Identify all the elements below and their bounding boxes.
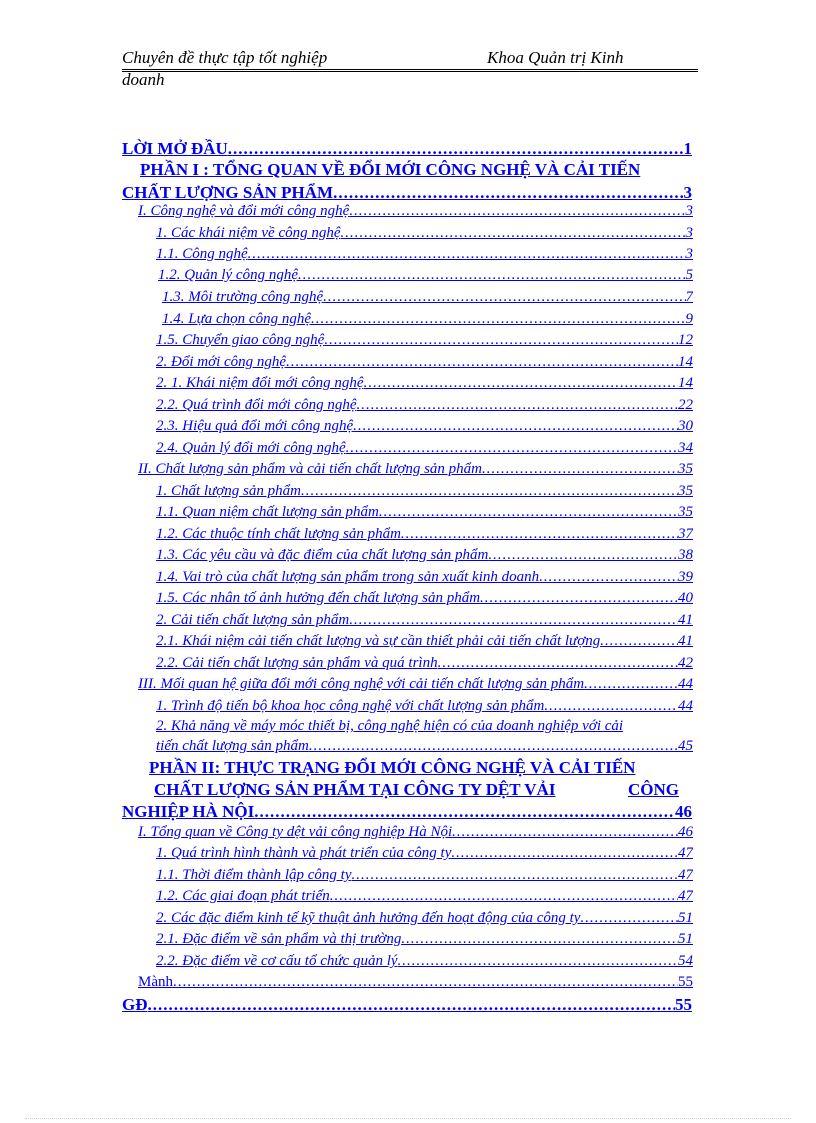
toc-entry[interactable]: 1.1. Công nghệ ..... 3	[156, 246, 693, 263]
toc-entry[interactable]: 1.2. Các giai đoạn phát triển ..... 47	[156, 888, 693, 905]
toc-entry[interactable]: 2. 1. Khái niệm đổi mới công nghệ ..... 14	[156, 375, 693, 392]
toc-entry[interactable]: 1.3. Môi trường công nghệ ..... 7	[162, 289, 693, 306]
header-rule	[122, 69, 698, 70]
toc-entry[interactable]: 2.2. Cải tiến chất lượng sản phẩm và quá trình ..... 42	[156, 655, 693, 672]
toc-entry[interactable]: 2.2. Quá trình đổi mới công nghệ ..... 22	[156, 397, 693, 414]
toc-entry[interactable]: 1. Chất lượng sản phẩm ..... 35	[156, 483, 693, 500]
toc-part2-line2[interactable]: CHẤT LƯỢNG SẢN PHẨM TẠI CÔNG TY DỆT VẢI	[154, 780, 556, 799]
toc-leader	[148, 995, 676, 1015]
toc-part1-line1[interactable]: PHẦN I : TỔNG QUAN VỀ ĐỔI MỚI CÔNG NGHỆ VÀ CẢI TIẾN	[140, 160, 641, 179]
toc-page: 55	[675, 995, 692, 1014]
toc-entry[interactable]: 1.3. Các yêu cầu và đặc điểm của chất lượng sản phẩm ..... 38	[156, 547, 693, 564]
toc-entry-part2[interactable]	[122, 802, 692, 822]
header-left: Chuyên đề thực tập tốt nghiệp	[122, 48, 328, 67]
toc-entry[interactable]: 1.4. Lựa chọn công nghệ ..... 9	[162, 311, 693, 328]
toc-entry[interactable]: I. Công nghệ và đổi mới công nghệ ..... 3	[138, 203, 693, 220]
toc-part2-line2b[interactable]: CÔNG	[628, 780, 679, 799]
toc-entry-wrap-line1[interactable]: 2. Khả năng về máy móc thiết bị, công nghệ hiện có của doanh nghiệp với cải	[156, 718, 624, 734]
toc-entry[interactable]: 2.1. Đặc điểm về sản phẩm và thị trường ..... 51	[156, 931, 693, 948]
toc-leader	[228, 139, 684, 159]
toc-entry[interactable]: 2. Cải tiến chất lượng sản phẩm ..... 41	[156, 612, 693, 629]
toc-entry[interactable]: 1.1. Thời điểm thành lập công ty ..... 47	[156, 867, 693, 884]
toc-entry[interactable]: 2. Các đặc điểm kinh tế kỹ thuật ảnh hưởng đến hoạt động của công ty ..... 51	[156, 910, 693, 927]
toc-entry[interactable]: 2.1. Khái niệm cải tiến chất lượng và sự cần thiết phải cải tiến chất lượng ..... 41	[156, 633, 693, 650]
toc-entry-part1[interactable]	[122, 183, 692, 203]
toc-title: CHẤT LƯỢNG SẢN PHẨM	[122, 183, 334, 202]
toc-title: GĐ	[122, 995, 148, 1014]
toc-entry[interactable]: 2. Đổi mới công nghệ ..... 14	[156, 354, 693, 371]
toc-entry[interactable]: II. Chất lượng sản phẩm và cải tiến chất lượng sản phẩm ..... 35	[138, 461, 693, 478]
toc-entry[interactable]: 1.2. Quản lý công nghệ ..... 5	[158, 267, 693, 284]
toc-entry[interactable]: 1. Trình độ tiến bộ khoa học công nghệ với chất lượng sản phẩm ..... 44	[156, 698, 693, 715]
toc-entry[interactable]: 1.2. Các thuộc tính chất lượng sản phẩm ..... 37	[156, 526, 693, 543]
header-right: Khoa Quản trị Kinh	[487, 48, 624, 67]
toc-entry[interactable]: 1.4. Vai trò của chất lượng sản phẩm trong sản xuất kinh doanh ..... 39	[156, 569, 693, 586]
toc-entry[interactable]: tiến chất lượng sản phẩm ..... 45	[156, 738, 693, 755]
toc-title: LỜI MỞ ĐẦU	[122, 139, 228, 158]
toc-entry[interactable]: 2.3. Hiệu quả đổi mới công nghệ ..... 30	[156, 418, 693, 435]
page-bottom-border	[25, 1118, 791, 1119]
toc-entry[interactable]: 1. Quá trình hình thành và phát triển của công ty ..... 47	[156, 845, 693, 862]
toc-entry[interactable]: III. Mối quan hệ giữa đổi mới công nghệ với cải tiến chất lượng sản phẩm ..... 44	[138, 676, 693, 693]
header-rule-double	[122, 71, 698, 72]
toc-leader	[254, 802, 675, 822]
toc-entry[interactable]: I. Tổng quan về Công ty dệt vải công nghiệp Hà Nội ..... 46	[138, 824, 693, 841]
toc-part2-line1[interactable]: PHẦN II: THỰC TRẠNG ĐỔI MỚI CÔNG NGHỆ VÀ CẢI TIẾN	[149, 758, 636, 777]
toc-entry-intro[interactable]	[122, 139, 692, 159]
toc-entry[interactable]: 2.4. Quản lý đổi mới công nghệ ..... 34	[156, 440, 693, 457]
toc-page: 46	[675, 802, 692, 821]
toc-entry[interactable]: 1.5. Chuyển giao công nghệ ..... 12	[156, 332, 693, 349]
toc-entry[interactable]: 1.1. Quan niệm chất lượng sản phẩm ..... 35	[156, 504, 693, 521]
toc-leader	[333, 183, 683, 203]
toc-page: 3	[683, 183, 692, 202]
toc-entry[interactable]: 1. Các khái niệm về công nghệ ..... 3	[156, 225, 693, 242]
toc-page: 1	[683, 139, 692, 158]
toc-entry[interactable]: 1.5. Các nhân tố ảnh hưởng đến chất lượng sản phẩm ..... 40	[156, 590, 693, 607]
toc-entry-gd[interactable]	[122, 995, 692, 1015]
toc-entry[interactable]: 2.2. Đặc điểm về cơ cấu tổ chức quản lý ..... 54	[156, 953, 693, 970]
toc-title: NGHIỆP HÀ NỘI	[122, 802, 255, 821]
toc-entry[interactable]: Mành ..... 55	[138, 974, 693, 991]
header-continuation: doanh	[122, 70, 165, 89]
